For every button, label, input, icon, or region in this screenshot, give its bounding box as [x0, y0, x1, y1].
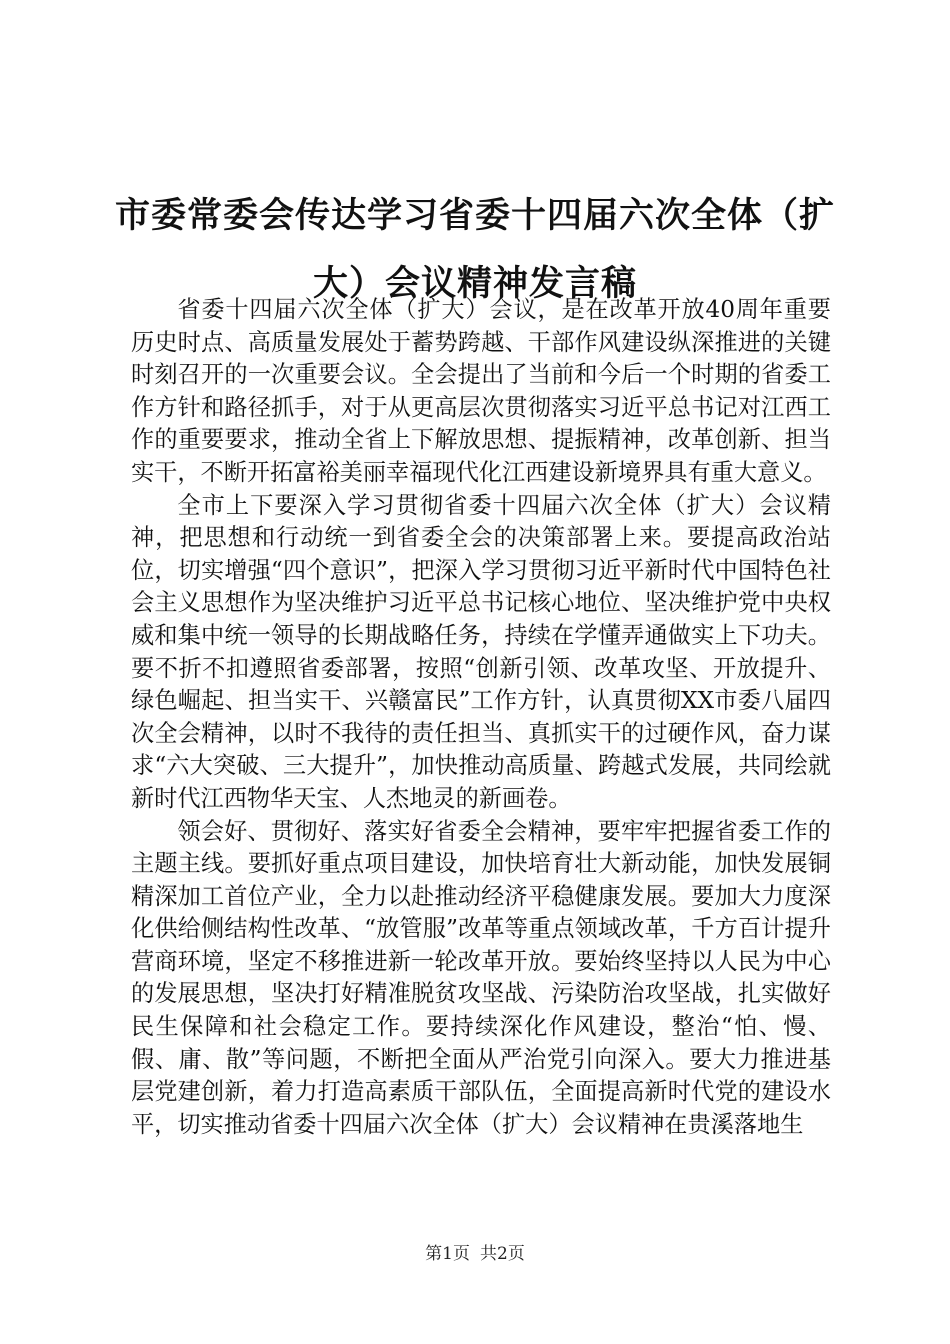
- paragraph: 全市上下要深入学习贯彻省委十四届六次全体（扩大）会议精神，把思想和行动统一到省委全会的决策部署上来。要提高政治站位，切实增强“四个意识”，把深入学习贯彻习近平新时代中国特色社会主义思想作为坚决维护习近平总书记核心地位、坚决维护党中央权威和集中统一领导的长期战略任务，持续在学懂弄通做实上下功夫。要不折不扣遵照省委部署，按照“创新引领、改革攻坚、开放提升、绿色崛起、担当实干、兴赣富民”工作方针，认真贯彻XX市委八届四次全会精神，以时不我待的责任担当、真抓实干的过硬作风，奋力谋求“六大突破、三大提升”，加快推动高质量、跨越式发展，共同绘就新时代江西物华天宝、人杰地灵的新画卷。: [131, 491, 831, 812]
- paragraph: 省委十四届六次全体（扩大）会议，是在改革开放40周年重要历史时点、高质量发展处于蓄势跨越、干部作风建设纵深推进的关键时刻召开的一次重要会议。全会提出了当前和今后一个时期的省委工作方针和路径抓手，对于从更高层次贯彻落实习近平总书记对江西工作的重要要求，推动全省上下解放思想、提振精神，改革创新、担当实干，不断开拓富裕美丽幸福现代化江西建设新境界具有重大意义。: [131, 296, 831, 486]
- document-title: 市委常委会传达学习省委十四届六次全体（扩大）会议精神发言稿: [114, 195, 835, 304]
- document-body: [131, 294, 831, 1141]
- page-footer: [0, 1242, 950, 1266]
- paragraph: 领会好、贯彻好、落实好省委全会精神，要牢牢把握省委工作的主题主线。要抓好重点项目建设，加快培育壮大新动能，加快发展铜精深加工首位产业，全力以赴推动经济平稳健康发展。要加大力度深化供给侧结构性改革、“放管服”改革等重点领域改革，千方百计提升营商环境，坚定不移推进新一轮改革开放。要始终坚持以人民为中心的发展思想，坚决打好精准脱贫攻坚战、污染防治攻坚战，扎实做好民生保障和社会稳定工作。要持续深化作风建设，整治“怕、慢、假、庸、散”等问题，不断把全面从严治党引向深入。要大力推进基层党建创新，着力打造高素质干部队伍，全面提高新时代党的建设水平，切实推动省委十四届六次全体（扩大）会议精神在贵溪落地生: [131, 817, 831, 1138]
- page-number-total: 共2页: [480, 1244, 525, 1264]
- page-number-current: 第1页: [425, 1244, 470, 1264]
